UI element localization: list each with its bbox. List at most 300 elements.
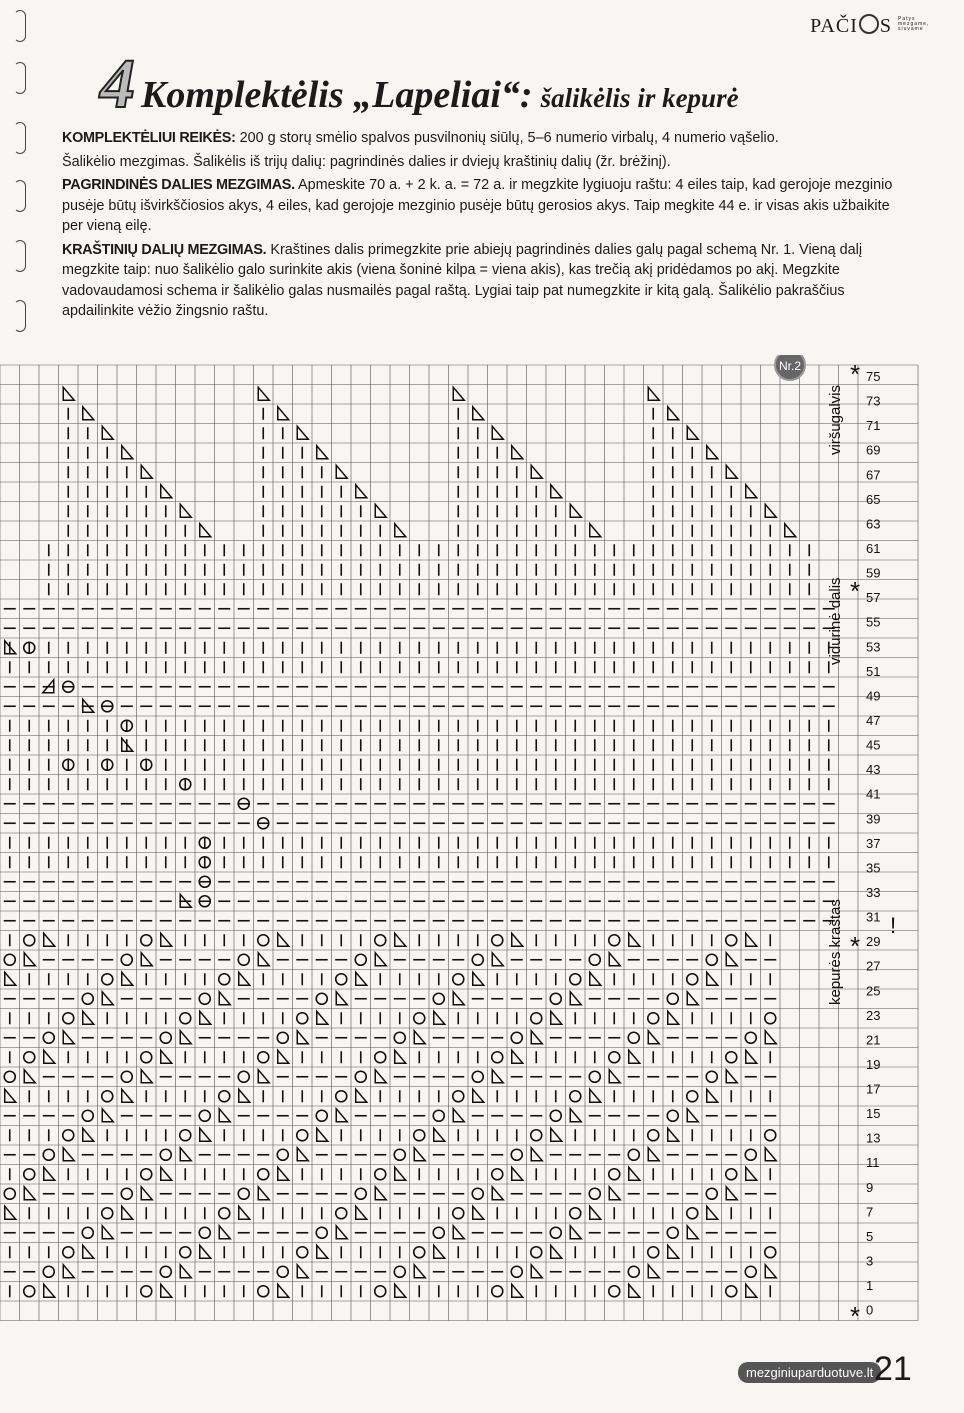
stitch-decrease (63, 1265, 74, 1278)
row-number: 63 (866, 516, 881, 532)
row-number: 51 (866, 663, 881, 679)
stitch-yarnover (414, 1130, 425, 1141)
stitch-yarnover (589, 1188, 600, 1199)
stitch-yarnover (82, 1227, 93, 1238)
stitch-decrease (512, 1284, 523, 1297)
stitch-yarnover (609, 1052, 620, 1063)
stitch-decrease (83, 1128, 94, 1141)
stitch-decrease (200, 1011, 211, 1024)
stitch-decrease (161, 1284, 172, 1297)
row-number: 45 (866, 737, 881, 753)
badge-label: Nr.2 (779, 359, 802, 373)
stitch-decrease (356, 485, 367, 498)
row-number: 71 (866, 418, 881, 434)
stitch-decrease (200, 1128, 211, 1141)
stitch-decrease (765, 504, 776, 517)
stitch-decrease (590, 1206, 601, 1219)
stitch-decrease (746, 933, 757, 946)
stitch-yarnover (258, 1286, 269, 1297)
stitch-decrease (141, 465, 152, 478)
stitch-yarnover (43, 1149, 54, 1160)
stitch-yarnover (687, 974, 698, 985)
stitch-decrease (453, 387, 464, 400)
stitch-yarnover (765, 1130, 776, 1141)
row-number: 33 (866, 884, 881, 900)
stitch-decrease (161, 933, 172, 946)
stitch-decrease (473, 972, 484, 985)
stitch-decrease (492, 1187, 503, 1200)
stitch-yarnover (121, 954, 132, 965)
stitch-yarnover (24, 1169, 35, 1180)
stitch-decrease (570, 992, 581, 1005)
stitch-yarnover (375, 935, 386, 946)
stitch-yarnover (141, 1169, 152, 1180)
stitch-yarnover (492, 1052, 503, 1063)
knitting-chart (0, 355, 964, 1355)
stitch-yarnover (180, 1247, 191, 1258)
stitch-yarnover (726, 1169, 737, 1180)
stitch-decrease (44, 1284, 55, 1297)
stitch-yarnover (121, 1071, 132, 1082)
stitch-decrease (102, 1109, 113, 1122)
stitch-decrease (102, 426, 113, 439)
stitch-decrease (141, 1070, 152, 1083)
stitch-yarnover (219, 1091, 230, 1102)
stitch-yarnover (453, 974, 464, 985)
stitch-yarnover (277, 1149, 288, 1160)
stitch-decrease (63, 1148, 74, 1161)
stitch-yarnover (433, 993, 444, 1004)
stitch-decrease (375, 1187, 386, 1200)
stitch-yarnover (24, 1286, 35, 1297)
stitch-yarnover (570, 974, 581, 985)
stitch-decrease (317, 446, 328, 459)
stitch-yarnover (24, 1052, 35, 1063)
page-title (100, 46, 739, 123)
stitch-decrease (161, 485, 172, 498)
stitch-decrease (512, 933, 523, 946)
title-main: Komplektėlis „Lapeliai“: (141, 74, 533, 116)
stitch-decrease (180, 504, 191, 517)
stitch-decrease (531, 1148, 542, 1161)
stitch-yarnover (24, 935, 35, 946)
stitch-yarnover (511, 1266, 522, 1277)
stitch-decrease (180, 1265, 191, 1278)
stitch-yarnover (433, 1227, 444, 1238)
stitch-decrease (258, 1070, 269, 1083)
stitch-decrease (297, 426, 308, 439)
section-label: kepurės kraštas (827, 899, 844, 1005)
stitch-yarnover (82, 993, 93, 1004)
stitch-decrease (317, 1245, 328, 1258)
row-number: 35 (866, 860, 881, 876)
stitch-decrease (395, 933, 406, 946)
stitch-yarnover (589, 1071, 600, 1082)
row-number: 55 (866, 614, 881, 630)
stitch-decrease (414, 1265, 425, 1278)
stitch-decrease (492, 426, 503, 439)
stitch-yarnover (589, 954, 600, 965)
star-icon: * (850, 931, 861, 961)
stitch-yarnover (102, 1091, 113, 1102)
stitch-yarnover (297, 1013, 308, 1024)
row-number: 11 (866, 1155, 880, 1171)
stitch-decrease (44, 933, 55, 946)
stitch-decrease (297, 1148, 308, 1161)
stitch-decrease (551, 485, 562, 498)
stitch-decrease (707, 972, 718, 985)
stitch-decrease (239, 1089, 250, 1102)
stitch-yarnover (628, 1149, 639, 1160)
stitch-yarnover (258, 1169, 269, 1180)
stitch-yarnover (160, 1266, 171, 1277)
row-number: 75 (866, 369, 881, 384)
stitch-yarnover (63, 1130, 74, 1141)
stitch-yarnover (121, 1188, 132, 1199)
stitch-decrease (278, 1050, 289, 1063)
stitch-decrease (395, 1284, 406, 1297)
exclaim-icon: ! (890, 913, 897, 938)
stitch-yarnover (375, 1052, 386, 1063)
stitch-yarnover (531, 1013, 542, 1024)
stitch-yarnover (609, 1169, 620, 1180)
stitch-yarnover (102, 974, 113, 985)
stitch-yarnover (492, 1169, 503, 1180)
stitch-yarnover (199, 993, 210, 1004)
stitch-yarnover (43, 1032, 54, 1043)
stitch-yarnover (63, 1247, 74, 1258)
stitch-decrease (629, 1050, 640, 1063)
stitch-yarnover (63, 1013, 74, 1024)
stitch-decrease (395, 524, 406, 537)
row-number: 65 (866, 491, 881, 507)
stitch-yarnover (550, 1110, 561, 1121)
stitch-decrease (219, 1109, 230, 1122)
stitch-decrease (356, 972, 367, 985)
row-number: 39 (866, 811, 881, 827)
row-number: 49 (866, 688, 881, 704)
stitch-decrease (278, 1284, 289, 1297)
row-number: 73 (866, 393, 881, 409)
stitch-decrease (375, 504, 386, 517)
stitch-decrease (668, 1011, 679, 1024)
row-number: 59 (866, 565, 881, 581)
row-number: 21 (866, 1032, 881, 1048)
row-number: 43 (866, 762, 881, 778)
stitch-decrease (765, 1265, 776, 1278)
stitch-yarnover (43, 1266, 54, 1277)
stitch-yarnover (375, 1286, 386, 1297)
stitch-yarnover (726, 935, 737, 946)
stitch-yarnover (628, 1266, 639, 1277)
stitch-decrease (258, 387, 269, 400)
stitch-decrease (258, 1187, 269, 1200)
stitch-decrease (5, 1206, 16, 1219)
stitch-yarnover (219, 1208, 230, 1219)
star-icon: * (850, 576, 861, 606)
star-icon: * (850, 359, 861, 389)
paragraph: KRAŠTINIŲ DALIŲ MEZGIMAS. Kraštines dalis primegzkite prie abiejų pagrindinės dalies galų pagal schemą Nr. 1. Vieną dalį megzkite taip: nuo šalikėlio galo surinkite akis (viena šoninė kilpa = viena akis), kas trečią akį pridėdamos po akį. Megzkite vadovaudamosi schema ir šalikėlio galas nusmailės pagal raštą. Lygiai taip pat numegzkite ir kitą galą. Šalikėlio pakraščius apdailinkite vėžio žingsnio raštu. (62, 241, 863, 319)
instructions (62, 128, 902, 325)
row-number: 13 (866, 1130, 881, 1146)
stitch-decrease (122, 1206, 133, 1219)
stitch-decrease (746, 485, 757, 498)
stitch-yarnover (258, 935, 269, 946)
stitch-yarnover (180, 1013, 191, 1024)
row-number: 53 (866, 639, 881, 655)
stitch-decrease (83, 407, 94, 420)
stitch-decrease (278, 1167, 289, 1180)
stitch-decrease (336, 992, 347, 1005)
stitch-yarnover (355, 1188, 366, 1199)
row-number: 57 (866, 590, 881, 606)
stitch-decrease (453, 1226, 464, 1239)
stitch-decrease (356, 1089, 367, 1102)
row-number: 0 (866, 1302, 874, 1318)
stitch-decrease (5, 972, 16, 985)
stitch-yarnover (238, 954, 249, 965)
stitch-yarnover (706, 1188, 717, 1199)
stitch-decrease (687, 426, 698, 439)
stitch-decrease (219, 1226, 230, 1239)
stitch-yarnover (316, 993, 327, 1004)
stitch-yarnover (4, 954, 15, 965)
stitch-decrease (765, 1031, 776, 1044)
stitch-decrease (317, 1128, 328, 1141)
stitch-yarnover (687, 1208, 698, 1219)
stitch-decrease (24, 1070, 35, 1083)
stitch-decrease (336, 1226, 347, 1239)
stitch-decrease (453, 992, 464, 1005)
stitch-yarnover (765, 1013, 776, 1024)
stitch-yarnover (199, 1110, 210, 1121)
row-number: 27 (866, 958, 881, 974)
stitch-yarnover (667, 1110, 678, 1121)
paragraph: Šalikėlio mezgimas. Šalikėlis iš trijų dalių: pagrindinės dalies ir dviejų kraštinių dalių (žr. brėžinį). (62, 153, 671, 170)
stitch-decrease (63, 387, 74, 400)
binding-spiral (6, 0, 30, 340)
stitch-yarnover (316, 1110, 327, 1121)
stitch-yarnover (394, 1032, 405, 1043)
stitch-yarnover (706, 954, 717, 965)
stitch-decrease (200, 1245, 211, 1258)
stitch-decrease (609, 953, 620, 966)
stitch-decrease (278, 407, 289, 420)
stitch-yarnover (492, 935, 503, 946)
stitch-decrease (590, 972, 601, 985)
stitch-decrease (297, 1265, 308, 1278)
stitch-decrease (5, 1089, 16, 1102)
stitch-decrease (375, 953, 386, 966)
stitch-decrease (648, 387, 659, 400)
stitch-decrease (765, 1148, 776, 1161)
stitch-decrease (473, 407, 484, 420)
stitch-decrease (707, 1089, 718, 1102)
stitch-yarnover (355, 954, 366, 965)
stitch-decrease (687, 1109, 698, 1122)
row-number: 69 (866, 442, 881, 458)
row-number: 15 (866, 1106, 881, 1122)
stitch-yarnover (511, 1149, 522, 1160)
stitch-yarnover (336, 1208, 347, 1219)
stitch-decrease (375, 1070, 386, 1083)
stitch-decrease (434, 1245, 445, 1258)
stitch-yarnover (141, 1052, 152, 1063)
stitch-decrease (239, 972, 250, 985)
stitch-yarnover (765, 1247, 776, 1258)
stitch-decrease (434, 1011, 445, 1024)
stitch-decrease (414, 1031, 425, 1044)
site-badge[interactable]: mezginiuparduotuve.lt (738, 1362, 881, 1383)
stitch-decrease (512, 446, 523, 459)
stitch-decrease (336, 1109, 347, 1122)
stitch-yarnover (336, 974, 347, 985)
stitch-decrease (356, 1206, 367, 1219)
stitch-decrease (609, 1070, 620, 1083)
row-number: 7 (866, 1204, 874, 1220)
title-sub: šalikėlis ir kepurė (540, 83, 739, 113)
stitch-yarnover (550, 993, 561, 1004)
stitch-decrease (453, 1109, 464, 1122)
stitch-decrease (102, 992, 113, 1005)
stitch-decrease (726, 1070, 737, 1083)
stitch-decrease (473, 1206, 484, 1219)
row-number: 67 (866, 467, 881, 483)
row-number: 19 (866, 1056, 881, 1072)
row-number: 9 (866, 1179, 874, 1195)
stitch-yarnover (414, 1247, 425, 1258)
stitch-decrease (44, 1167, 55, 1180)
stitch-decrease (590, 524, 601, 537)
stitch-decrease (512, 1167, 523, 1180)
stitch-decrease (83, 1011, 94, 1024)
stitch-yarnover (570, 1091, 581, 1102)
stitch-yarnover (219, 974, 230, 985)
stitch-decrease (726, 1187, 737, 1200)
stitch-yarnover (472, 1071, 483, 1082)
row-number: 1 (866, 1278, 874, 1294)
stitch-decrease (648, 1031, 659, 1044)
stitch-yarnover (394, 1149, 405, 1160)
stitch-yarnover (297, 1247, 308, 1258)
stitch-yarnover (648, 1013, 659, 1024)
stitch-decrease (141, 953, 152, 966)
row-number: 3 (866, 1253, 874, 1269)
section-label: viršugalvis (827, 384, 844, 455)
row-number: 17 (866, 1081, 881, 1097)
stitch-yarnover (160, 1032, 171, 1043)
stitch-decrease (44, 1050, 55, 1063)
stitch-yarnover (433, 1110, 444, 1121)
stitch-decrease (687, 1226, 698, 1239)
row-number: 5 (866, 1228, 874, 1244)
stitch-yarnover (609, 935, 620, 946)
stitch-yarnover (726, 1286, 737, 1297)
stitch-yarnover (609, 1286, 620, 1297)
stitch-decrease (297, 1031, 308, 1044)
stitch-decrease (629, 1167, 640, 1180)
stitch-decrease (414, 1148, 425, 1161)
stitch-decrease (590, 1089, 601, 1102)
title-number: 4 (100, 46, 135, 123)
stitch-yarnover (180, 1130, 191, 1141)
stitch-yarnover (550, 1227, 561, 1238)
stitch-decrease (570, 504, 581, 517)
stitch-decrease (707, 1206, 718, 1219)
stitch-yarnover (667, 1227, 678, 1238)
stitch-decrease (141, 1187, 152, 1200)
stitch-decrease (531, 1265, 542, 1278)
stitch-yarnover (745, 1266, 756, 1277)
stitch-yarnover (687, 1091, 698, 1102)
stitch-yarnover (4, 1071, 15, 1082)
stitch-yarnover (277, 1266, 288, 1277)
stitch-yarnover (414, 1013, 425, 1024)
stitch-decrease (317, 1011, 328, 1024)
stitch-decrease (395, 1167, 406, 1180)
stitch-decrease (609, 1187, 620, 1200)
page-number: 21 (874, 1350, 912, 1388)
stitch-decrease (24, 1187, 35, 1200)
row-number: 37 (866, 835, 881, 851)
stitch-decrease (122, 446, 133, 459)
stitch-decrease (102, 1226, 113, 1239)
stitch-yarnover (277, 1032, 288, 1043)
stitch-yarnover (258, 1052, 269, 1063)
stitch-yarnover (570, 1208, 581, 1219)
row-number: 25 (866, 983, 881, 999)
stitch-decrease (180, 1148, 191, 1161)
stitch-yarnover (141, 1286, 152, 1297)
stitch-yarnover (648, 1247, 659, 1258)
stitch-decrease (746, 1050, 757, 1063)
stitch-decrease (434, 1128, 445, 1141)
stitch-decrease (668, 407, 679, 420)
stitch-decrease (785, 524, 796, 537)
stitch-decrease (629, 1284, 640, 1297)
stitch-yarnover (238, 1188, 249, 1199)
stitch-yarnover (102, 1208, 113, 1219)
stitch-decrease (570, 1226, 581, 1239)
stitch-yarnover (160, 1149, 171, 1160)
stitch-yarnover (472, 954, 483, 965)
stitch-decrease (570, 1109, 581, 1122)
stitch-yarnover (141, 935, 152, 946)
stitch-decrease (512, 1050, 523, 1063)
stitch-yarnover (667, 993, 678, 1004)
stitch-yarnover (355, 1071, 366, 1082)
stitch-decrease (746, 1167, 757, 1180)
row-number: 29 (866, 934, 881, 950)
stitch-yarnover (238, 1071, 249, 1082)
stitch-decrease (336, 465, 347, 478)
stitch-decrease (180, 1031, 191, 1044)
flower-icon (859, 14, 879, 34)
stitch-yarnover (4, 1188, 15, 1199)
stitch-yarnover (726, 1052, 737, 1063)
stitch-decrease (239, 1206, 250, 1219)
stitch-yarnover (492, 1286, 503, 1297)
row-number: 31 (866, 909, 881, 925)
stitch-yarnover (336, 1091, 347, 1102)
stitch-yarnover (394, 1266, 405, 1277)
row-number: 47 (866, 712, 881, 728)
section-label: vidurinė dalis (827, 577, 844, 665)
stitch-decrease (492, 953, 503, 966)
stitch-yarnover (531, 1247, 542, 1258)
stitch-decrease (726, 953, 737, 966)
stitch-yarnover (628, 1032, 639, 1043)
